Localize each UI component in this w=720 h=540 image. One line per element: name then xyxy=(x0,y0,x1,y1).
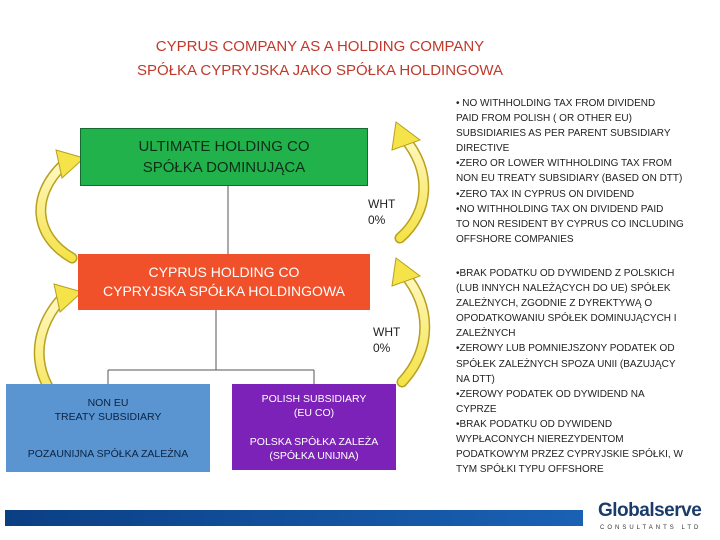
note-line: WYPŁACONYCH NIEREZYDENTOM xyxy=(456,434,624,446)
logo-wordmark: Globalserve xyxy=(598,500,702,521)
ultimate-holding-label-pl: SPÓŁKA DOMINUJĄCA xyxy=(142,159,306,176)
notes-polish xyxy=(456,266,706,477)
ultimate-holding-label-en: ULTIMATE HOLDING CO xyxy=(138,138,310,155)
note-line: DIRECTIVE xyxy=(456,143,510,155)
ultimate-holding-box xyxy=(80,128,368,186)
dividend-flow-arrow-left-upper xyxy=(41,150,84,258)
non-eu-label-line1: NON EU xyxy=(87,396,129,409)
cyprus-holding-label-en: CYPRUS HOLDING CO xyxy=(148,264,300,280)
polish-label-pl-line1: POLSKA SPÓŁKA ZALEŻA xyxy=(249,435,379,448)
note-line: OFFSHORE COMPANIES xyxy=(456,233,574,245)
note-line: TYM SPÓŁKI TYPU OFFSHORE xyxy=(456,464,604,476)
wht-label-lower-text: WHT xyxy=(373,325,401,339)
polish-label-pl-line2: (SPÓŁKA UNIJNA) xyxy=(269,449,359,462)
note-line: •ZERO TAX IN CYPRUS ON DIVIDEND xyxy=(456,188,635,200)
wht-label-lower xyxy=(373,324,400,356)
note-line: ZALEŻNYCH, ZGODNIE Z DYREKTYWĄ O xyxy=(456,298,653,310)
polish-subsidiary-box xyxy=(232,384,396,470)
note-line: (LUB INNYCH NALEŻĄCYCH DO UE) SPÓŁEK xyxy=(456,283,671,295)
wht-label-upper-text: WHT xyxy=(368,197,396,211)
non-eu-label-pl: POZAUNIJNA SPÓŁKA ZALEŻNA xyxy=(27,447,189,460)
note-line: NON EU TREATY SUBSIDIARY (BASED ON DTT) xyxy=(456,173,683,185)
note-line: •BRAK PODATKU OD DYWIDEND xyxy=(456,418,613,430)
note-line: PODATKOWYM PRZEZ CYPRYJSKIE SPÓŁKI, W xyxy=(456,449,683,461)
footer-bar xyxy=(5,510,583,526)
page-subtitle: SPÓŁKA CYPRYJSKA JAKO SPÓŁKA HOLDINGOWA xyxy=(137,62,503,79)
logo-subtitle: CONSULTANTS LTD xyxy=(600,525,702,531)
non-eu-subsidiary-box xyxy=(6,384,210,472)
non-eu-label-line2: TREATY SUBSIDIARY xyxy=(54,410,162,423)
note-line: •ZEROWY LUB POMNIEJSZONY PODATEK OD xyxy=(456,343,675,355)
globalserve-logo xyxy=(598,500,710,536)
note-line: CYPRZE xyxy=(456,403,497,415)
note-line: SPÓŁEK ZALEŻNYCH SPOZA UNII (BAZUJĄCY xyxy=(456,358,676,370)
note-line: •BRAK PODATKU OD DYWIDEND Z POLSKICH xyxy=(456,268,675,279)
dividend-flow-arrow-right-upper xyxy=(392,122,424,238)
note-line: OPODATKOWANIU SPÓŁEK DOMINUJĄCYCH I xyxy=(456,313,677,325)
wht-label-lower-rate: 0% xyxy=(373,341,391,355)
polish-label-line2: (EU CO) xyxy=(293,406,335,419)
dividend-flow-arrow-right-lower xyxy=(392,258,425,382)
note-line: • NO WITHHOLDING TAX FROM DIVIDEND xyxy=(456,98,656,109)
polish-label-line1: POLISH SUBSIDIARY xyxy=(261,392,367,405)
note-line: •NO WITHHOLDING TAX ON DIVIDEND PAID xyxy=(456,203,664,215)
page-title: CYPRUS COMPANY AS A HOLDING COMPANY xyxy=(155,38,485,55)
note-line: •ZERO OR LOWER WITHHOLDING TAX FROM xyxy=(456,158,672,170)
wht-label-upper xyxy=(368,196,395,228)
wht-label-upper-rate: 0% xyxy=(368,213,386,227)
note-line: PAID FROM POLISH ( OR OTHER EU) xyxy=(456,113,632,125)
cyprus-holding-box xyxy=(78,254,370,310)
note-line: SUBSIDIARIES AS PER PARENT SUBSIDIARY xyxy=(456,128,671,140)
note-line: TO NON RESIDENT BY CYPRUS CO INCLUDING xyxy=(456,218,684,230)
notes-english xyxy=(456,96,706,247)
note-line: ZALEŻNYCH xyxy=(456,328,516,340)
note-line: NA DTT) xyxy=(456,373,495,385)
cyprus-holding-label-pl: CYPRYJSKA SPÓŁKA HOLDINGOWA xyxy=(103,283,345,299)
note-line: •ZEROWY PODATEK OD DYWIDEND NA xyxy=(456,388,645,400)
